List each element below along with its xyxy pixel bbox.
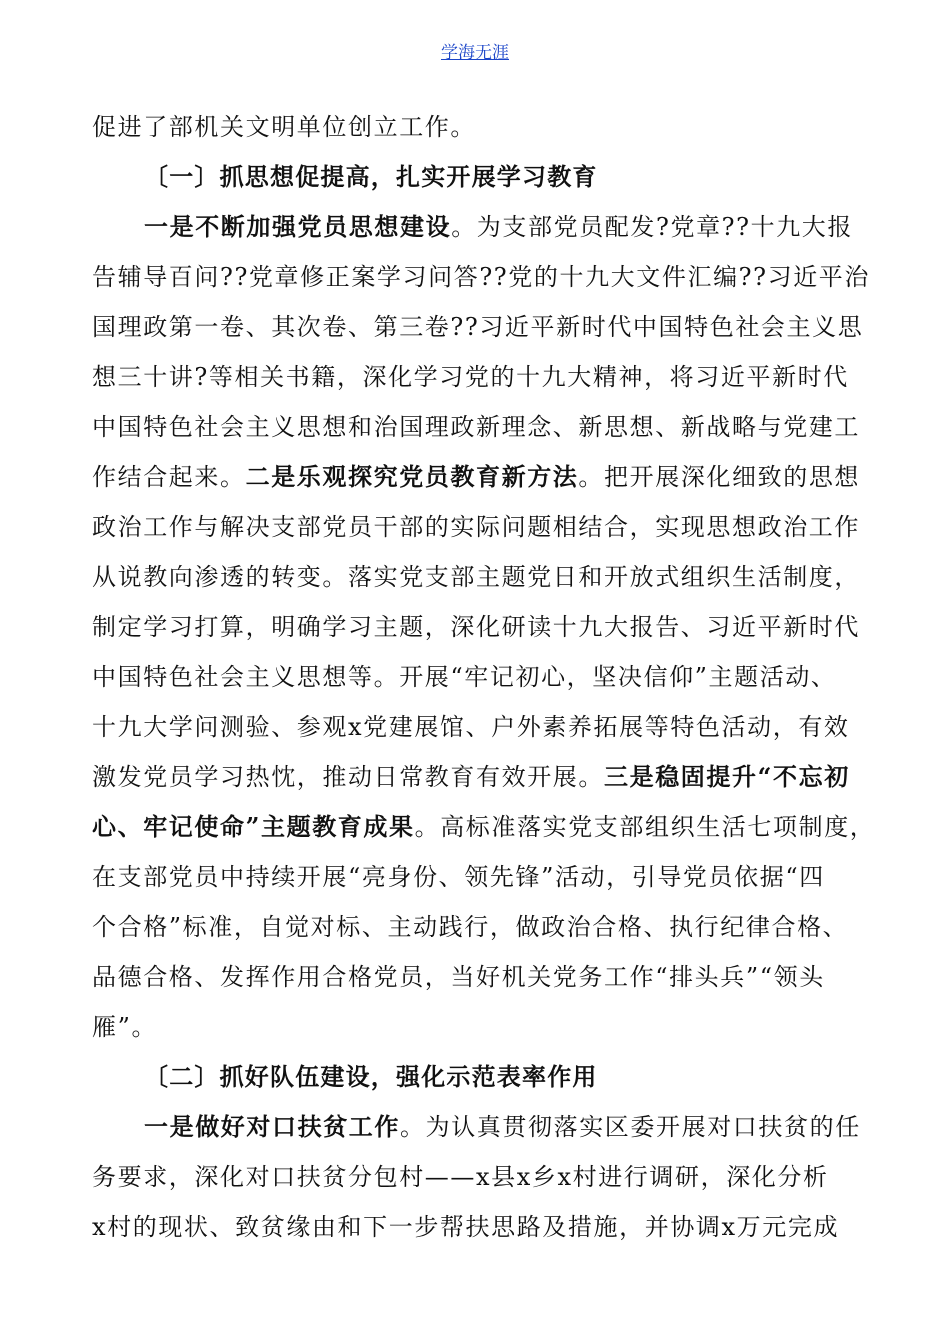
- paragraph-line: 政治工作与解决支部党员干部的实际问题相结合，实现思想政治工作: [92, 513, 860, 541]
- bold-lead: 一是不断加强党员思想建设: [144, 212, 452, 241]
- paragraph-line: 从说教向渗透的转变。落实党支部主题党日和开放式组织生活制度，: [92, 563, 860, 591]
- paragraph-line: [92, 752, 872, 802]
- paragraph-line: 雁”。: [92, 1013, 158, 1041]
- bold-lead: 心、牢记使命”主题教育成果: [92, 812, 415, 841]
- paragraph-line: [92, 202, 872, 252]
- line-text: 作结合起来。: [92, 463, 246, 491]
- bold-lead: 二是乐观探究党员教育新方法: [245, 462, 579, 491]
- paragraph-line: 中国特色社会主义思想和治国理政新理念、新思想、新战略与党建工: [92, 413, 860, 441]
- section-heading-2: 〔二〕抓好队伍建设，强化示范表率作用: [144, 1062, 598, 1091]
- paragraph-line: 十九大学问测验、参观x党建展馆、户外素养拓展等特色活动，有效: [92, 713, 850, 741]
- paragraph-line: 个合格”标准，自觉对标、主动践行，做政治合格、执行纪律合格、: [92, 913, 849, 941]
- line-text: 。为认真贯彻落实区委开展对口扶贫的任: [400, 1113, 861, 1141]
- header-link[interactable]: 学海无涯: [441, 43, 509, 63]
- document-body: [92, 102, 876, 1252]
- bold-lead: 一是做好对口扶贫工作: [144, 1112, 400, 1141]
- paragraph-line: 中国特色社会主义思想等。开展“牢记初心，坚决信仰”主题活动、: [92, 663, 837, 691]
- paragraph-line: 制定学习打算，明确学习主题，深化研读十九大报告、习近平新时代: [92, 613, 860, 641]
- paragraph-line: [92, 802, 876, 852]
- line-text: 。高标准落实党支部组织生活七项制度，: [414, 813, 876, 841]
- paragraph-line: 品德合格、发挥作用合格党员，当好机关党务工作“排头兵”“领头: [92, 963, 825, 991]
- paragraph-line: 国理政第一卷、其次卷、第三卷??习近平新时代中国特色社会主义思: [92, 313, 864, 341]
- paragraph-line: [92, 1102, 872, 1152]
- paragraph-line: 在支部党员中持续开展“亮身份、领先锋”活动，引导党员依据“四: [92, 863, 825, 891]
- line-text: 。为支部党员配发?党章??十九大报: [451, 213, 854, 241]
- line-text: 激发党员学习热忱，推动日常教育有效开展。: [92, 763, 604, 791]
- paragraph-line: 促进了部机关文明单位创立工作。: [92, 113, 476, 141]
- paragraph-line: 告辅导百问??党章修正案学习问答??党的十九大文件汇编??习近平治: [92, 263, 871, 291]
- paragraph-line: 想三十讲?等相关书籍，深化学习党的十九大精神，将习近平新时代: [92, 363, 849, 391]
- paragraph-line: 务要求，深化对口扶贫分包村——x县x乡x村进行调研，深化分析: [92, 1163, 829, 1191]
- paragraph-line: x村的现状、致贫缘由和下一步帮扶思路及措施，并协调x万元完成: [92, 1213, 840, 1241]
- section-heading-1: 〔一〕抓思想促提高，扎实开展学习教育: [144, 162, 598, 191]
- line-text: 。把开展深化细致的思想: [578, 463, 861, 491]
- bold-lead: 三是稳固提升“不忘初: [604, 762, 850, 791]
- paragraph-line: [92, 452, 872, 502]
